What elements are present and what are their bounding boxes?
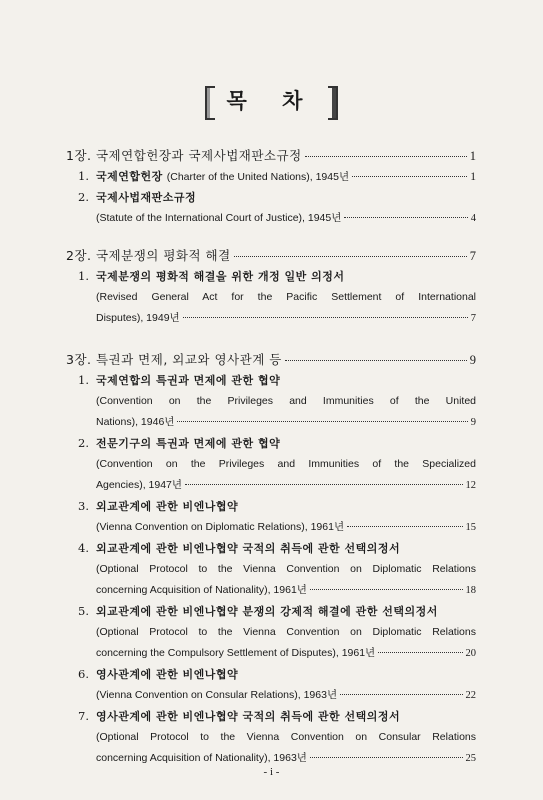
toc-item[interactable] (78, 370, 476, 391)
toc-item-subtitle: (Revised General Act for the Pacific Settlement of International (96, 291, 476, 303)
item-english-title: concerning the Compulsory Settlement of Disputes), 1961년 (96, 647, 376, 659)
toc-item-subtitle: (Optional Protocol to the Vienna Convention on Diplomatic Relations (96, 563, 476, 575)
item-english-title: (Vienna Convention on Diplomatic Relations), 1961년 (96, 521, 345, 533)
item-number: 1. (78, 269, 89, 283)
item-number: 6. (78, 667, 89, 681)
item-english-title: concerning Acquisition of Nationality), 1963년 (96, 752, 307, 764)
dot-leader (310, 747, 463, 759)
toc-item-subtitle (96, 517, 476, 538)
toc-item[interactable] (78, 187, 476, 208)
item-number: 5. (78, 604, 89, 618)
dot-leader (285, 348, 467, 362)
bracket-right-icon (328, 86, 338, 120)
toc-chapter-3[interactable] (66, 350, 476, 370)
item-number: 2. (78, 436, 89, 450)
dot-leader (378, 642, 462, 654)
toc-item[interactable] (78, 166, 476, 187)
item-label: 국제분쟁의 평화적 해결을 위한 개정 일반 의정서 (96, 270, 345, 283)
title-block (0, 86, 543, 116)
item-english-title: Disputes), 1949년 (96, 312, 180, 324)
toc-item-subtitle (96, 580, 476, 601)
item-label: 외교관계에 관한 비엔나협약 국적의 취득에 관한 선택의정서 (96, 542, 401, 555)
toc-chapter-1[interactable] (66, 146, 476, 166)
item-label: 외교관계에 관한 비엔나협약 분쟁의 강제적 해결에 관한 선택의정서 (96, 605, 438, 618)
toc-item-subtitle: (Optional Protocol to the Vienna Convention on Diplomatic Relations (96, 626, 476, 638)
toc-item[interactable] (78, 496, 476, 517)
toc-item[interactable] (78, 601, 476, 622)
item-label: 외교관계에 관한 비엔나협약 (96, 500, 239, 513)
item-english-title: concerning Acquisition of Nationality), 1961년 (96, 584, 307, 596)
dot-leader (305, 144, 467, 158)
page-title: 목 차 (226, 89, 317, 113)
bracket-left-icon (205, 86, 215, 120)
page-number: 12 (465, 480, 476, 491)
toc-item-subtitle (96, 475, 476, 496)
item-english-title: (Charter of the United Nations), 1945년 (166, 171, 350, 183)
toc-item-subtitle (96, 308, 476, 329)
toc-item[interactable] (78, 664, 476, 685)
page-footer-number: - i - (263, 766, 280, 778)
item-number: 7. (78, 709, 89, 723)
item-number: 4. (78, 541, 89, 555)
dot-leader (340, 684, 462, 696)
item-label: 국제사법재판소규정 (96, 191, 197, 204)
item-number: 1. (78, 169, 89, 183)
item-label: 영사관계에 관한 비엔나협약 (96, 668, 239, 681)
dot-leader (347, 516, 462, 528)
page-number: 9 (469, 353, 476, 367)
item-label: 국제연합헌장 (96, 170, 163, 183)
table-of-contents (66, 146, 476, 769)
page-number: 25 (465, 753, 476, 764)
toc-item-subtitle: (Optional Protocol to the Vienna Convention on Consular Relations (96, 731, 476, 743)
toc-item-subtitle: (Convention on the Privileges and Immunities of the United (96, 395, 476, 407)
chapter-label: 3장. 특권과 면제, 외교와 영사관계 등 (66, 352, 282, 367)
toc-item[interactable] (78, 706, 476, 727)
toc-chapter-2[interactable] (66, 246, 476, 266)
item-number: 1. (78, 373, 89, 387)
toc-item-subtitle (96, 412, 476, 433)
toc-item[interactable] (78, 538, 476, 559)
toc-item-subtitle: (Convention on the Privileges and Immunities of the Specialized (96, 458, 476, 470)
item-number: 3. (78, 499, 89, 513)
dot-leader (344, 207, 467, 219)
item-english-title: (Statute of the International Court of Justice), 1945년 (96, 212, 342, 224)
page-number: 9 (470, 417, 476, 428)
dot-leader (183, 307, 468, 319)
page-number: 18 (465, 585, 476, 596)
item-english-title: Nations), 1946년 (96, 416, 175, 428)
page-number: 1 (469, 149, 476, 163)
page-title-box (205, 86, 339, 116)
dot-leader (310, 579, 463, 591)
page-number: 22 (465, 690, 476, 701)
dot-leader (177, 411, 467, 423)
item-label: 전문기구의 특권과 면제에 관한 협약 (96, 437, 281, 450)
page-number: 4 (470, 213, 476, 224)
toc-item-subtitle (96, 208, 476, 229)
page-number: 15 (465, 522, 476, 533)
page-number: 7 (469, 249, 476, 263)
item-english-title: Agencies), 1947년 (96, 479, 183, 491)
page-number: 1 (470, 171, 476, 183)
chapter-label: 2장. 국제분쟁의 평화적 해결 (66, 248, 231, 263)
toc-item-subtitle (96, 643, 476, 664)
item-number: 2. (78, 190, 89, 204)
item-label: 영사관계에 관한 비엔나협약 국적의 취득에 관한 선택의정서 (96, 710, 401, 723)
item-label: 국제연합의 특권과 면제에 관한 협약 (96, 374, 281, 387)
page-number: 7 (470, 313, 476, 324)
toc-item[interactable] (78, 266, 476, 287)
chapter-label: 1장. 국제연합헌장과 국제사법재판소규정 (66, 148, 302, 163)
item-english-title: (Vienna Convention on Consular Relations), 1963년 (96, 689, 338, 701)
page-number: 20 (465, 648, 476, 659)
toc-item[interactable] (78, 433, 476, 454)
dot-leader (234, 244, 467, 258)
dot-leader (185, 474, 462, 486)
toc-item-subtitle (96, 685, 476, 706)
dot-leader (352, 165, 467, 178)
